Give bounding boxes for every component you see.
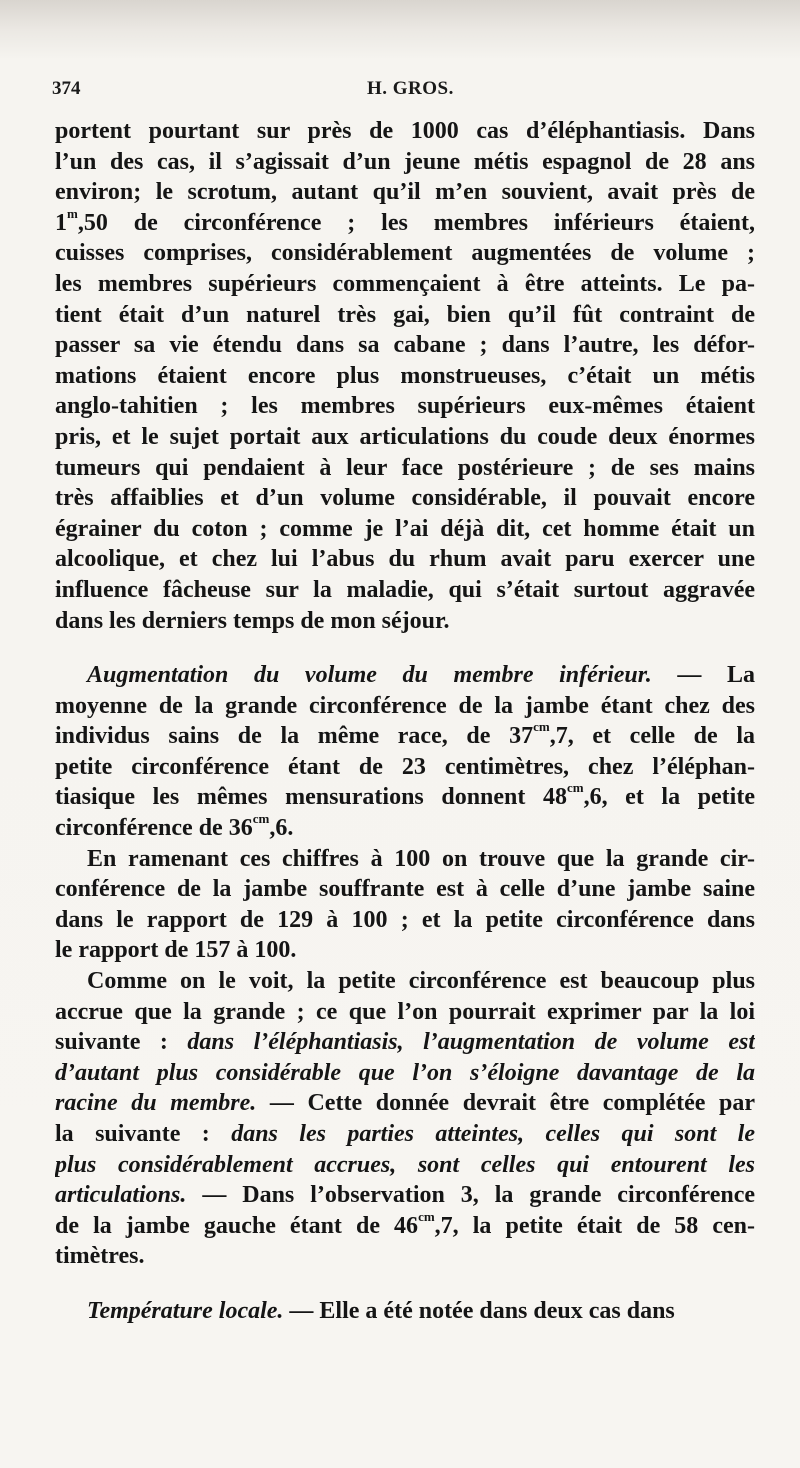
- text-run: — Elle a été notée dans deux cas dans: [283, 1297, 675, 1324]
- text-run: égrainer du coton ; comme je l’ai déjà dit, cet homme était un: [55, 515, 755, 542]
- paragraph-gap: [55, 636, 755, 660]
- paragraph: [55, 1296, 755, 1327]
- text-line: [55, 116, 755, 147]
- text-run: les membres supérieurs commençaient à être atteints. Le pa-: [55, 270, 755, 297]
- text-line: [55, 1211, 755, 1242]
- text-run: l’un des cas, il s’agissait d’un jeune métis espagnol de 28 ans: [55, 148, 755, 175]
- text-run: — La: [651, 662, 755, 689]
- text-line: [55, 391, 755, 422]
- text-run: — Dans l’observation 3, la grande circonférence: [186, 1182, 755, 1209]
- text-run: ,7, la petite était de 58 cen-: [434, 1212, 755, 1239]
- text-run: tiasique les mêmes mensurations donnent 48: [55, 784, 567, 811]
- text-line: [55, 1088, 755, 1119]
- text-run: ,50 de circonférence ; les membres inférieurs étaient,: [77, 209, 755, 236]
- text-line: [55, 782, 755, 813]
- text-line: [55, 483, 755, 514]
- italic-text: articulations.: [55, 1182, 187, 1209]
- text-line: [55, 177, 755, 208]
- text-run: influence fâcheuse sur la maladie, qui s’était surtout aggravée: [55, 576, 755, 603]
- text-line: [55, 300, 755, 331]
- text-line: [55, 935, 755, 966]
- paragraph-gap: [55, 1272, 755, 1296]
- text-line: [55, 269, 755, 300]
- text-run: ,6, et la petite: [583, 784, 755, 811]
- paragraph: [55, 116, 755, 636]
- text-run: 1: [55, 209, 67, 236]
- text-run: tient était d’un naturel très gai, bien qu’il fût contraint de: [55, 301, 755, 328]
- text-line: [55, 1119, 755, 1150]
- text-line: [55, 1058, 755, 1089]
- text-run: cuisses comprises, considérablement augmentées de volume ;: [55, 240, 755, 267]
- paragraph: [55, 660, 755, 844]
- paragraph: [55, 844, 755, 966]
- text-line: [55, 844, 755, 875]
- text-line: [55, 721, 755, 752]
- body-text: [55, 116, 755, 1327]
- text-run: tumeurs qui pendaient à leur face postérieure ; de ses mains: [55, 454, 755, 481]
- italic-text: plus considérablement accrues, sont celles qui entourent les: [55, 1151, 755, 1178]
- text-line: [55, 660, 755, 691]
- text-run: portent pourtant sur près de 1000 cas d’éléphantiasis. Dans: [55, 118, 755, 144]
- text-run: mations étaient encore plus monstrueuses, c’était un métis: [55, 362, 755, 389]
- text-line: [55, 422, 755, 453]
- text-run: environ; le scrotum, autant qu’il m’en souvient, avait près de: [55, 179, 755, 206]
- paragraph: [55, 966, 755, 1272]
- text-run: petite circonférence étant de 23 centimètres, chez l’éléphan-: [55, 753, 755, 780]
- text-run: circonférence de 36: [55, 815, 253, 842]
- text-line: [55, 544, 755, 575]
- text-run: Comme on le voit, la petite circonférence est beaucoup plus: [87, 968, 755, 995]
- text-line: [55, 238, 755, 269]
- text-line: [55, 330, 755, 361]
- text-line: [55, 1296, 755, 1327]
- italic-text: Augmentation du volume du membre inférieur.: [87, 662, 652, 689]
- text-run: très affaiblies et d’un volume considérable, il pouvait encore: [55, 485, 755, 512]
- text-run: le rapport de 157 à 100.: [55, 937, 297, 964]
- text-run: dans le rapport de 129 à 100 ; et la petite circonférence dans: [55, 906, 755, 933]
- italic-text: dans les parties atteintes, celles qui sont le: [231, 1121, 755, 1147]
- text-line: [55, 874, 755, 905]
- italic-text: d’autant plus considérable que l’on s’éloigne davantage de la: [55, 1059, 755, 1086]
- text-line: [55, 453, 755, 484]
- text-line: [55, 1241, 755, 1272]
- text-line: [55, 813, 755, 844]
- text-line: [55, 691, 755, 722]
- text-line: [55, 361, 755, 392]
- text-run: individus sains de la même race, de 37: [55, 723, 534, 750]
- text-run: ,6.: [269, 815, 294, 842]
- text-run: suivante :: [55, 1029, 188, 1056]
- superscript-unit: cm: [252, 813, 270, 827]
- text-line: [55, 997, 755, 1028]
- text-run: de la jambe gauche étant de 46: [55, 1212, 419, 1239]
- page-number: 374: [52, 78, 81, 99]
- text-run: alcoolique, et chez lui l’abus du rhum avait paru exercer une: [55, 546, 755, 573]
- superscript-unit: cm: [566, 782, 584, 796]
- page-header: [52, 78, 752, 104]
- text-run: pris, et le sujet portait aux articulations du coude deux énormes: [55, 423, 755, 450]
- text-line: [55, 1150, 755, 1181]
- text-run: anglo-tahitien ; les membres supérieurs eux-mêmes étaient: [55, 393, 755, 420]
- text-line: [55, 1180, 755, 1211]
- italic-text: racine du membre.: [55, 1090, 257, 1117]
- text-line: [55, 1027, 755, 1058]
- italic-text: Température locale.: [87, 1297, 284, 1324]
- text-run: moyenne de la grande circonférence de la jambe étant chez des: [55, 692, 755, 719]
- text-line: [55, 514, 755, 545]
- text-run: conférence de la jambe souffrante est à celle d’une jambe saine: [55, 876, 755, 903]
- text-run: timètres.: [55, 1243, 145, 1270]
- running-head-author: H. GROS.: [367, 78, 454, 99]
- italic-text: dans l’éléphantiasis, l’augmentation de volume est: [187, 1029, 755, 1056]
- text-line: [55, 208, 755, 239]
- superscript-unit: cm: [533, 721, 550, 735]
- text-run: accrue que la grande ; ce que l’on pourrait exprimer par la loi: [55, 998, 755, 1025]
- text-run: ,7, et celle de la: [549, 723, 755, 750]
- text-run: dans les derniers temps de mon séjour.: [55, 607, 450, 634]
- text-run: passer sa vie étendu dans sa cabane ; dans l’autre, les défor-: [55, 332, 755, 359]
- superscript-unit: m: [67, 207, 78, 221]
- text-line: [55, 752, 755, 783]
- text-run: la suivante :: [55, 1121, 232, 1147]
- superscript-unit: cm: [418, 1210, 435, 1224]
- text-run: En ramenant ces chiffres à 100 on trouve que la grande cir-: [87, 845, 755, 872]
- text-line: [55, 905, 755, 936]
- text-line: [55, 966, 755, 997]
- text-line: [55, 606, 755, 637]
- text-line: [55, 147, 755, 178]
- text-run: — Cette donnée devrait être complétée par: [256, 1090, 755, 1117]
- text-line: [55, 575, 755, 606]
